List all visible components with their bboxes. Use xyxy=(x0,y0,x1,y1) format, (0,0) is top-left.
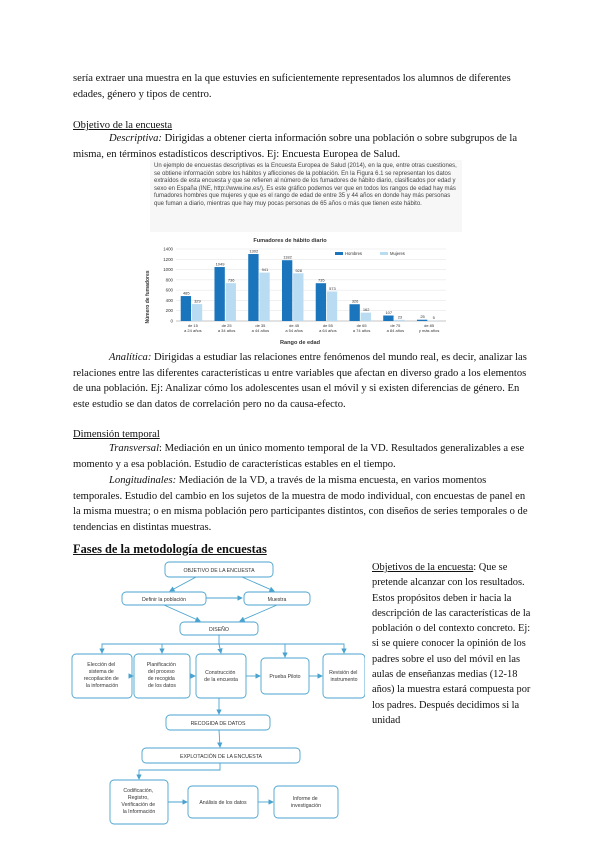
flow-diseno-label: DISEÑO xyxy=(209,627,229,633)
y-tick-label: 600 xyxy=(165,287,173,293)
x-tick-label: de 15 xyxy=(187,323,198,328)
flow-eleccion-line: Elección del xyxy=(87,662,116,668)
bar-value-label: 573 xyxy=(329,286,336,292)
bar-value-label: 735 xyxy=(317,277,325,283)
analitica-paragraph xyxy=(73,350,529,412)
flow-construccion-line: Construcción xyxy=(205,670,236,676)
flow-recogida-label: RECOGIDA DE DATOS xyxy=(190,721,246,727)
smokers-bar-chart xyxy=(140,233,460,345)
flow-codificacion-label xyxy=(121,788,156,815)
intro-paragraph: sería extraer una muestra en la que estuvies en suficientemente representados los alumnos de diferentes edades, género y tipos de centro. xyxy=(73,73,511,100)
x-tick-label: de 45 xyxy=(289,323,300,328)
legend-hombres-swatch xyxy=(335,252,343,255)
bar-value-label: 1302 xyxy=(249,248,259,254)
flow-revision-line: instrumento xyxy=(330,677,358,683)
flow-eleccion-label xyxy=(84,662,120,689)
analitica-term: Analítica: xyxy=(109,352,152,363)
x-tick-label: de 25 xyxy=(221,323,232,328)
x-tick-label: de 35 xyxy=(255,323,266,328)
longitudinal-term: Longitudinales: xyxy=(109,475,177,486)
flow-planificacion-line: de los datos xyxy=(148,683,176,689)
bar-mujeres xyxy=(259,273,269,321)
x-tick-label: a 74 años xyxy=(352,328,371,333)
bar-value-label: 107 xyxy=(385,309,393,315)
flow-codificacion-line: Verificación de xyxy=(121,802,156,808)
side-term: Objetivos de la encuesta xyxy=(372,562,474,573)
bar-hombres xyxy=(417,320,427,321)
flow-piloto-label: Prueba Piloto xyxy=(269,674,301,680)
analitica-text: Dirigidas a estudiar las relaciones entre fenómenos del mundo real, es decir, analizar las relaciones entre las diferentes características u entre variables que afectan en diverso grado a los elementos de una población. Ej: Analizar cómo los adolescentes usan el móvil y si existen diferencias de género. En este estudio se dan datos de correlación pero no da causa-efecto. xyxy=(73,352,527,410)
flow-revision-box xyxy=(323,654,365,698)
bar-hombres xyxy=(383,315,393,321)
bar-hombres xyxy=(316,283,326,321)
flow-informe-box xyxy=(274,786,338,818)
flow-informe-label xyxy=(291,796,321,809)
x-tick-label: a 44 años xyxy=(251,328,270,333)
flow-definir-label: Definir la población xyxy=(141,597,187,603)
flow-revision-line: Revisión del xyxy=(329,670,358,676)
flow-revision-label xyxy=(329,670,359,683)
flow-planificacion-line: Planificación xyxy=(146,662,176,668)
bar-value-label: 25 xyxy=(420,314,425,320)
x-tick-label: a 64 años xyxy=(319,328,337,333)
chart-title: Fumadores de hábito diario xyxy=(253,238,327,244)
flow-analisis-label: Análisis de los datos xyxy=(199,800,247,806)
transversal-paragraph xyxy=(73,441,529,472)
transversal-term: Transversal xyxy=(109,443,160,454)
legend-mujeres: Mujeres xyxy=(390,251,405,256)
flow-codificacion-line: Codificación, xyxy=(123,788,154,794)
flow-eleccion-line: sistema de xyxy=(88,669,114,675)
flow-codificacion-line: Registro, xyxy=(127,795,149,801)
x-tick-label: a 34 años xyxy=(217,328,236,333)
bar-value-label: 23 xyxy=(397,314,403,320)
x-tick-label: de 75 xyxy=(390,323,401,328)
descriptiva-text: Dirigidas a obtener cierta información sobre una población o sobre subgrupos de la misma, en términos estadísticos descriptivos. Ej: Encuesta Europea de Salud. xyxy=(73,133,518,160)
bar-mujeres xyxy=(226,283,236,321)
y-tick-label: 1400 xyxy=(163,246,173,252)
side-paragraph xyxy=(372,560,532,728)
x-tick-label: a 24 años xyxy=(184,328,202,333)
y-tick-label: 200 xyxy=(165,308,173,314)
bar-value-label: 326 xyxy=(351,298,359,304)
bar-value-label: 928 xyxy=(295,267,303,273)
bar-mujeres xyxy=(192,304,202,321)
bar-hombres xyxy=(349,304,359,321)
bar-value-label: 941 xyxy=(261,267,269,273)
chart-ylabel: Número de fumadores xyxy=(145,270,151,324)
legend-mujeres-swatch xyxy=(380,252,388,255)
bar-hombres xyxy=(214,267,224,321)
descriptiva-term: Descriptiva: xyxy=(109,133,162,144)
bar-mujeres xyxy=(327,292,337,321)
flow-informe-line: Informe de xyxy=(292,796,318,802)
bar-hombres xyxy=(248,254,258,321)
x-tick-label: a 54 años xyxy=(285,328,303,333)
bar-hombres xyxy=(181,296,191,321)
transversal-text: : Mediación en un único momento temporal de la VD. Resultados generalizables a ese momento y a esa población. Estudio de características estables en el tiempo. xyxy=(73,443,525,470)
flow-planificacion-label xyxy=(147,662,178,689)
bar-value-label: 1049 xyxy=(215,261,225,267)
survey-methodology-flowchart xyxy=(70,558,365,828)
excerpt-text: Un ejemplo de encuestas descriptivas es la Encuesta Europea de Salud (2014), en la que, entre otras cuestiones, se obtiene información sobre los hábitos y aflicciones de la población. En la Figura 6.1 se representan los datos extraídos de esta encuesta y que se refieren al número de los fumadores de hábito diario, clasificados por edad y sexo en España (INE, http://www.ine.es/). Es este gráfico podemos ver que en todos los rangos de edad hay más fumadores hombres que mujeres y que es el rango de edad de entre 35 y 44 años en donde hay más personas que fuman a diario, mientras que hay muy pocas personas de 65 años o más que tienen este hábito. xyxy=(154,163,457,207)
bar-value-label: 162 xyxy=(362,307,370,313)
legend-hombres: Hombres xyxy=(345,251,362,256)
x-tick-label: de 85 xyxy=(424,323,435,328)
bar-value-label: 485 xyxy=(182,290,190,296)
flow-planificacion-line: del proceso xyxy=(147,669,175,675)
bar-mujeres xyxy=(394,320,404,321)
chart-xlabel: Rango de edad xyxy=(279,340,321,345)
y-tick-label: 400 xyxy=(165,297,173,303)
bar-mujeres xyxy=(293,273,303,321)
flow-eleccion-line: recopilación de xyxy=(83,676,119,682)
flow-explotacion-label: EXPLOTACIÓN DE LA ENCUESTA xyxy=(180,754,262,760)
bar-hombres xyxy=(282,260,292,321)
objetivo-heading: Objetivo de la encuesta xyxy=(73,120,173,131)
bar-value-label: 5 xyxy=(432,315,435,321)
x-tick-label: de 65 xyxy=(356,323,367,328)
flow-informe-line: investigación xyxy=(291,803,321,809)
flow-construccion-line: de la encuesta xyxy=(204,677,238,683)
flow-construccion-box xyxy=(196,654,246,698)
flow-muestra-label: Muestra xyxy=(267,597,287,603)
x-tick-label: a 84 años xyxy=(386,328,405,333)
descriptiva-paragraph xyxy=(73,131,529,162)
side-text: : Que se pretende alcanzar con los resultados. Estos propósitos deben ir hacia la descripción de las características de la población o del contexto concreto. Ej: si se quiere conocer la opinión de los padres sobre el uso del móvil en las aulas de enseñanzas medias (12-18 años) la muestra estará compuesta por los padres. Después decidimos si la unidad xyxy=(372,562,531,726)
y-tick-label: 800 xyxy=(165,277,173,283)
flow-planificacion-line: de recogida xyxy=(147,676,175,682)
flow-eleccion-line: la información xyxy=(85,683,119,689)
flow-objetivo-label: OBJETIVO DE LA ENCUESTA xyxy=(183,568,255,574)
y-tick-label: 1000 xyxy=(163,267,173,273)
dimension-heading: Dimensión temporal xyxy=(73,429,160,440)
x-tick-label: y más años xyxy=(418,328,440,333)
longitudinal-paragraph xyxy=(73,473,529,535)
y-tick-label: 0 xyxy=(170,318,173,324)
x-tick-label: de 55 xyxy=(322,323,333,328)
bar-mujeres xyxy=(361,313,371,321)
flow-construccion-label xyxy=(204,670,238,683)
flow-codificacion-line: la Información xyxy=(122,809,156,815)
fases-heading: Fases de la metodología de encuestas xyxy=(73,542,267,556)
bar-value-label: 329 xyxy=(194,298,201,304)
y-tick-label: 1200 xyxy=(163,256,173,262)
longitudinal-text: Mediación de la VD, a través de la misma encuesta, en varios momentos temporales. Estudio del cambio en los sujetos de la muestra de modo individual, con encuestas de panel en la misma muestra; o en misma población pero participantes distintos, con diseños de series temporales o de tendencias en distintas muestras. xyxy=(73,475,528,533)
bar-value-label: 1182 xyxy=(283,254,292,260)
bar-value-label: 736 xyxy=(227,277,235,283)
